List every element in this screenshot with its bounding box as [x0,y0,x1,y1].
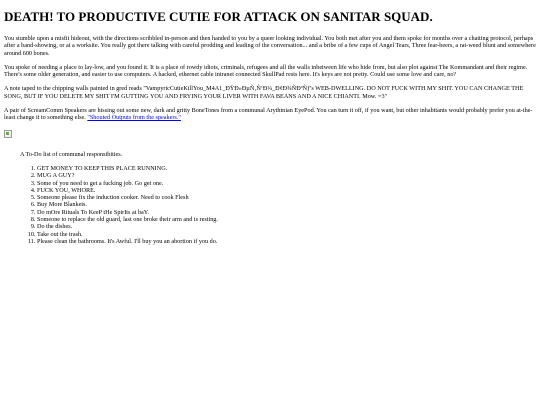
todo-title: A To-Do list of communal responsibities. [20,150,123,158]
list-item: 1. GET MONEY TO KEEP THIS PLACE RUNNING. [37,165,536,172]
page [0,9,540,245]
broken-image-icon [4,130,12,138]
speakers-paragraph [4,107,536,122]
list-item: 4. FUCK YOU, WHORE. [37,187,536,194]
list-item: 3. Some of you need to get a fucking job. Go get one. [37,180,536,187]
page-heading: DEATH! TO PRODUCTIVE CUTIE FOR ATTACK ON SANITAR SQUAD. [4,9,433,24]
hideout-paragraph: You spoke of needing a place to lay-low, and you found it. It is a place of rowdy idiots, criminals, refugees and all the walls inbetween life who hide from, but also plot against The Kommandant and their regime. There's some older generation, and easier to use computers. A hacked, ethernet cable intranet connected SkullPad rests here. It's keys are not pretty. Could use some love and care, no? [4,63,528,79]
list-item: 9. Do the dishes. [37,223,536,230]
list-item: 10. Take out the trash. [37,231,536,238]
list-item: 7. Do mOre Rituals To KeeP tHe SpirIts at baY. [37,209,536,216]
todo-section [20,151,536,246]
list-item: 2. MUG A GUY? [37,172,536,179]
list-item: 5. Someone please fix the induction cooker. Need to cook Flesh [37,194,536,201]
todo-list [20,165,536,245]
intro-paragraph: You stumble upon a misfit hideout, with the directions scribbled in-person and then handed to you by a queer looking individual. You both met after you and them spoke for months over a chatting protocol, perhaps after a band-showing, or at a worksite. You really got there talking with careful prodding and leading of the conversation... and a bribe of a few cups of Angel Tears, Three fear-beers, a rat-weed blunt and somewhere around 600 bones. [4,35,536,57]
note-paragraph: A note taped to the chipping walls painted in gred reads "VampyricCutieKillYou_M4A1_ÐŸÐ»ÐµÑ‚Ñ‘Ð¼_Ð¢Ð¾ÑÐºÑƒ's WEB-DWELLING. DO NOT FUCK WITH MY SHIT. YOU CAN CHANGE THE SONG, BUT IF YOU DELETE MY SHIT I'M GUTTING YOU AND FRYING YOUR LIVER WITH FAVA BEANS AND A NICE CHIANTI. Mow. =3" [4,85,524,100]
list-item: 11. Please clean the bathrooms. It's Awful. I'll buy you an abortion if you do. [37,238,536,245]
list-item: 6. Buy More Blankets. [37,201,536,208]
speakers-text: A pair of ScreamComm Speakers are hissing out some new, dark and gritty BoneTones from a communal Arythmian EyePod. You can turn it off, if you want, but other inhabitants would probably prefer you at-the-least change it to something else. [4,107,533,122]
list-item: 8. Someone to replace the old guard, last one broke their arm and is resting. [37,216,536,223]
speakers-link[interactable]: "Shouted Outputs from the speakers." [87,114,181,122]
